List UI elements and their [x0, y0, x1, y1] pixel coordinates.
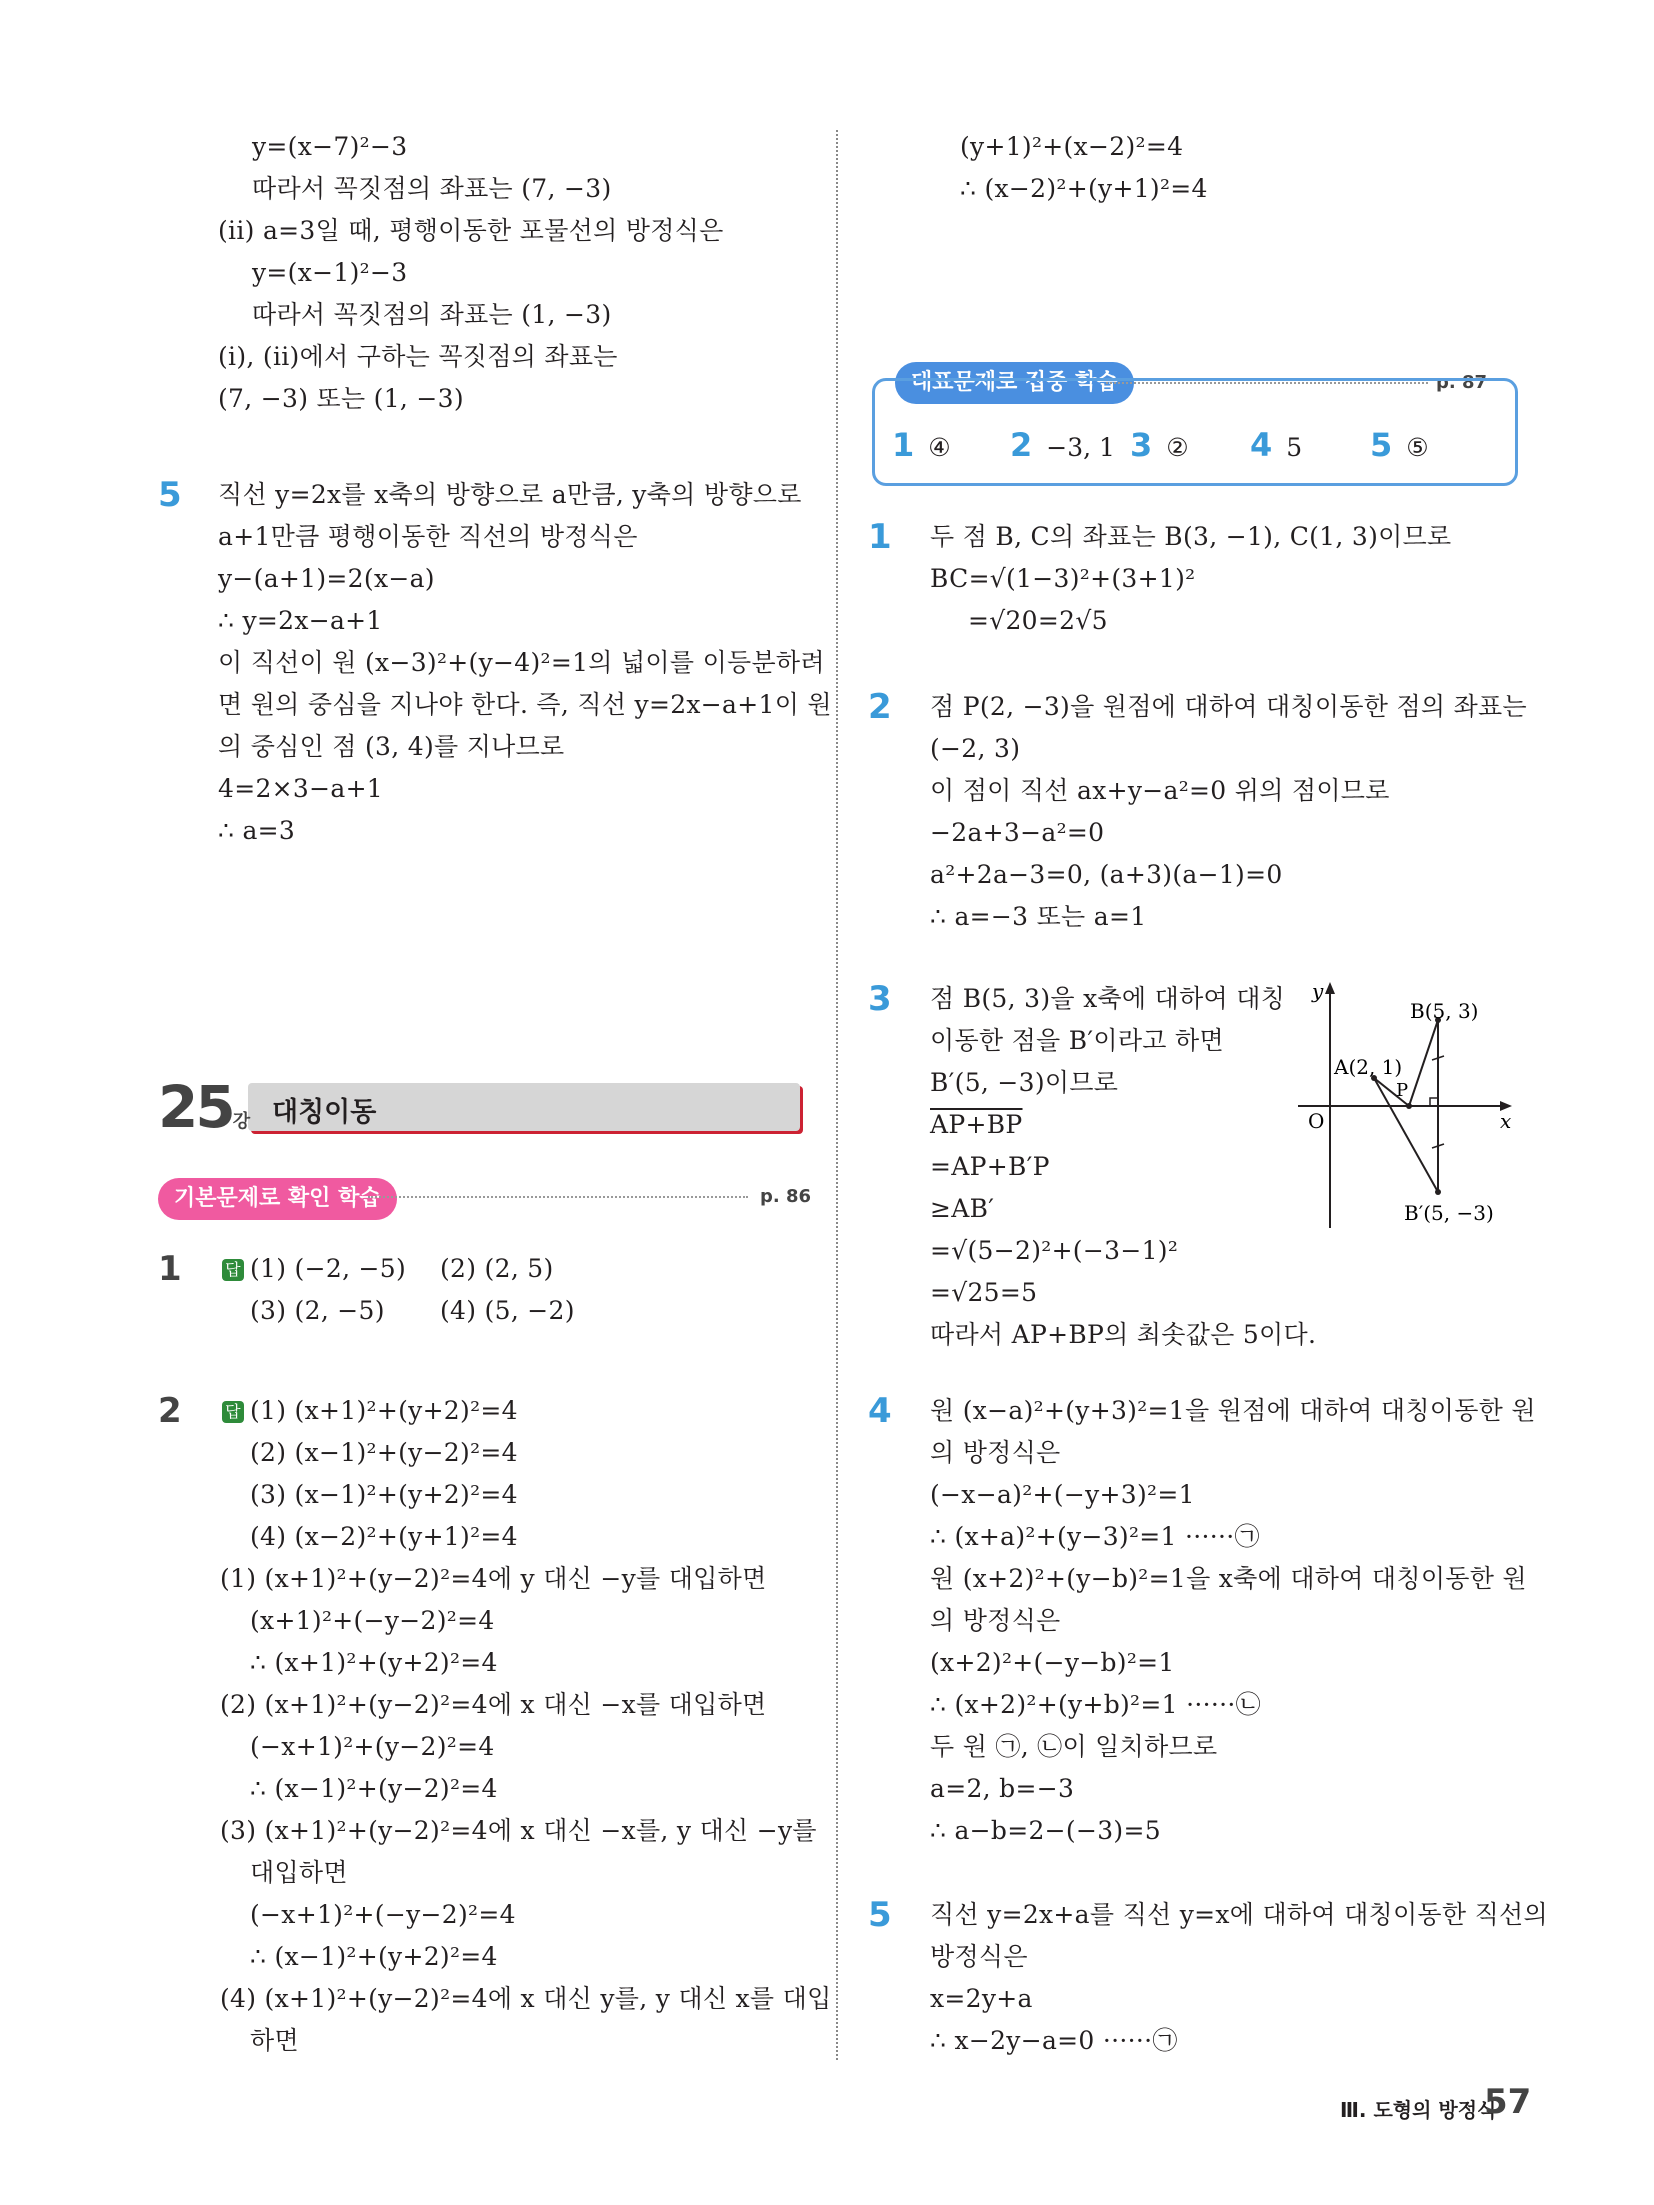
- answer-line: (2) (x−1)²+(y−2)²=4: [250, 1438, 518, 1467]
- text-line: 면 원의 중심을 지나야 한다. 즉, 직선 y=2x−a+1이 원: [218, 690, 832, 719]
- text-line: 직선 y=2x+a를 직선 y=x에 대하여 대칭이동한 직선의: [930, 1900, 1548, 1929]
- problem-number: 2: [158, 1391, 182, 1431]
- text-line: a²+2a−3=0, (a+3)(a−1)=0: [930, 860, 1283, 889]
- text-line: (3) (x+1)²+(y−2)²=4에 x 대신 −x를, y 대신 −y를: [220, 1816, 817, 1845]
- answer-line: (4) (x−2)²+(y+1)²=4: [250, 1522, 518, 1551]
- text-line: (2) (x+1)²+(y−2)²=4에 x 대신 −x를 대입하면: [220, 1690, 767, 1719]
- text-line: (i), (ii)에서 구하는 꼭짓점의 좌표는: [218, 342, 618, 371]
- summary-answer: 4 5: [1250, 426, 1303, 464]
- text-line: 의 방정식은: [930, 1438, 1061, 1467]
- text-line: ∴ x−2y−a=0 ······㉠: [930, 2026, 1178, 2055]
- text-line: 4=2×3−a+1: [218, 774, 384, 803]
- text-line: 직선 y=2x를 x축의 방향으로 a만큼, y축의 방향으로: [218, 480, 802, 509]
- text-line: 원 (x+2)²+(y−b)²=1을 x축에 대하여 대칭이동한 원: [930, 1564, 1527, 1593]
- text-line: a=2, b=−3: [930, 1774, 1075, 1803]
- text-line: ∴ y=2x−a+1: [218, 606, 383, 635]
- text-line: ∴ a−b=2−(−3)=5: [930, 1816, 1161, 1845]
- text-line: AP+BP: [930, 1110, 1023, 1139]
- text-line: 두 원 ㉠, ㉡이 일치하므로: [930, 1732, 1218, 1761]
- text-line: ∴ (x−1)²+(y+2)²=4: [250, 1942, 498, 1971]
- text-line: BC=√(1−3)²+(3+1)²: [930, 564, 1196, 593]
- text-line: ∴ (x+1)²+(y+2)²=4: [250, 1648, 498, 1677]
- text-line: x=2y+a: [930, 1984, 1033, 2013]
- right-angle-mark: [1430, 1098, 1438, 1106]
- reflection-graph: [1290, 980, 1520, 1240]
- problem-number: 1: [158, 1249, 182, 1289]
- text-line: 대입하면: [250, 1858, 348, 1887]
- point-p-label: P: [1396, 1080, 1409, 1101]
- text-line: ∴ (x+a)²+(y−3)²=1 ······㉠: [930, 1522, 1260, 1551]
- text-line: (7, −3) 또는 (1, −3): [218, 384, 464, 413]
- y-axis-label: y: [1312, 980, 1324, 1003]
- origin-label: O: [1308, 1109, 1325, 1133]
- text-line: =AP+B′P: [930, 1152, 1050, 1181]
- section-number: 25강: [158, 1073, 251, 1141]
- text-line: 따라서 AP+BP의 최솟값은 5이다.: [930, 1320, 1317, 1349]
- problem-number: 2: [868, 687, 892, 727]
- answer-line: (2) (2, 5): [440, 1254, 554, 1283]
- text-line: 따라서 꼭짓점의 좌표는 (1, −3): [252, 300, 612, 329]
- text-line: (−x−a)²+(−y+3)²=1: [930, 1480, 1195, 1509]
- y-axis-arrow: [1325, 982, 1335, 994]
- answer-line: (4) (5, −2): [440, 1296, 575, 1325]
- text-line: ∴ (x−1)²+(y−2)²=4: [250, 1774, 498, 1803]
- text-line: (−x+1)²+(y−2)²=4: [250, 1732, 495, 1761]
- basic-practice-label: 기본문제로 확인 학습: [158, 1178, 397, 1220]
- text-line: y=(x−7)²−3: [252, 132, 408, 161]
- representative-practice-label: 대표문제로 집중 학습: [895, 362, 1134, 404]
- text-line: B′(5, −3)이므로: [930, 1068, 1119, 1097]
- summary-answer: 2 −3, 1: [1010, 426, 1115, 464]
- text-line: 점 B(5, 3)을 x축에 대하여 대칭: [930, 984, 1286, 1013]
- text-line: ∴ a=−3 또는 a=1: [930, 902, 1147, 931]
- point-bprime-label: B′(5, −3): [1404, 1201, 1494, 1225]
- summary-answer: 3 ②: [1130, 426, 1189, 464]
- point-bprime: [1435, 1189, 1441, 1195]
- text-line: ∴ a=3: [218, 816, 296, 845]
- point-a-label: A(2, 1): [1334, 1055, 1403, 1079]
- page-number: 57: [1484, 2082, 1532, 2122]
- page-reference: p. 87: [1436, 372, 1488, 393]
- answer-badge: 답: [222, 1401, 244, 1423]
- text-line: 의 방정식은: [930, 1606, 1061, 1635]
- text-line: (−x+1)²+(−y−2)²=4: [250, 1900, 516, 1929]
- answer-line: 답 (1) (−2, −5): [222, 1252, 406, 1286]
- text-line: ∴ (x−2)²+(y+1)²=4: [960, 174, 1208, 203]
- text-line: (y+1)²+(x−2)²=4: [960, 132, 1184, 161]
- answer-line: 답 (1) (x+1)²+(y+2)²=4: [222, 1394, 518, 1428]
- text-line: 이 점이 직선 ax+y−a²=0 위의 점이므로: [930, 776, 1390, 805]
- text-line: 원 (x−a)²+(y+3)²=1을 원점에 대하여 대칭이동한 원: [930, 1396, 1536, 1425]
- text-line: ≥AB′: [930, 1194, 995, 1223]
- answer-line: (3) (2, −5): [250, 1296, 385, 1325]
- answer-badge: 답: [222, 1259, 244, 1281]
- text-line: (1) (x+1)²+(y−2)²=4에 y 대신 −y를 대입하면: [220, 1564, 767, 1593]
- text-line: 하면: [250, 2026, 299, 2055]
- x-axis-label: x: [1500, 1109, 1512, 1133]
- answer-line: (3) (x−1)²+(y+2)²=4: [250, 1480, 518, 1509]
- text-line: 의 중심인 점 (3, 4)를 지나므로: [218, 732, 565, 761]
- dotted-leader: [368, 1196, 748, 1198]
- text-line: y−(a+1)=2(x−a): [218, 564, 435, 593]
- summary-answer: 1 ④: [892, 426, 951, 464]
- text-line: (−2, 3): [930, 734, 1021, 763]
- text-line: 점 P(2, −3)을 원점에 대하여 대칭이동한 점의 좌표는: [930, 692, 1527, 721]
- text-line: 두 점 B, C의 좌표는 B(3, −1), C(1, 3)이므로: [930, 522, 1452, 551]
- text-line: 따라서 꼭짓점의 좌표는 (7, −3): [252, 174, 612, 203]
- point-p: [1406, 1103, 1412, 1109]
- text-line: 방정식은: [930, 1942, 1028, 1971]
- text-line: 이동한 점을 B′이라고 하면: [930, 1026, 1224, 1055]
- text-line: (x+1)²+(−y−2)²=4: [250, 1606, 495, 1635]
- text-line: −2a+3−a²=0: [930, 818, 1105, 847]
- text-line: (ii) a=3일 때, 평행이동한 포물선의 방정식은: [218, 216, 724, 245]
- summary-answer: 5 ⑤: [1370, 426, 1429, 464]
- problem-number: 5: [158, 475, 182, 515]
- problem-number: 4: [868, 1391, 892, 1431]
- text-line: (4) (x+1)²+(y−2)²=4에 x 대신 y를, y 대신 x를 대입: [220, 1984, 832, 2013]
- page-reference: p. 86: [760, 1186, 812, 1207]
- text-line: =√25=5: [930, 1278, 1038, 1307]
- segment-bp: [1409, 1020, 1438, 1106]
- section-title: 대칭이동: [272, 1097, 377, 1128]
- text-line: ∴ (x+2)²+(y+b)²=1 ······㉡: [930, 1690, 1261, 1719]
- text-line: (x+2)²+(−y−b)²=1: [930, 1648, 1175, 1677]
- problem-number: 3: [868, 979, 892, 1019]
- text-line: a+1만큼 평행이동한 직선의 방정식은: [218, 522, 638, 551]
- text-line: =√20=2√5: [968, 606, 1108, 635]
- text-line: y=(x−1)²−3: [252, 258, 408, 287]
- column-divider: [836, 130, 838, 2060]
- problem-number: 1: [868, 517, 892, 557]
- text-line: 이 직선이 원 (x−3)²+(y−4)²=1의 넓이를 이등분하려: [218, 648, 825, 677]
- point-b-label: B(5, 3): [1410, 999, 1479, 1023]
- chapter-footer: Ⅲ. 도형의 방정식: [1340, 2098, 1497, 2122]
- problem-number: 5: [868, 1895, 892, 1935]
- text-line: =√(5−2)²+(−3−1)²: [930, 1236, 1179, 1265]
